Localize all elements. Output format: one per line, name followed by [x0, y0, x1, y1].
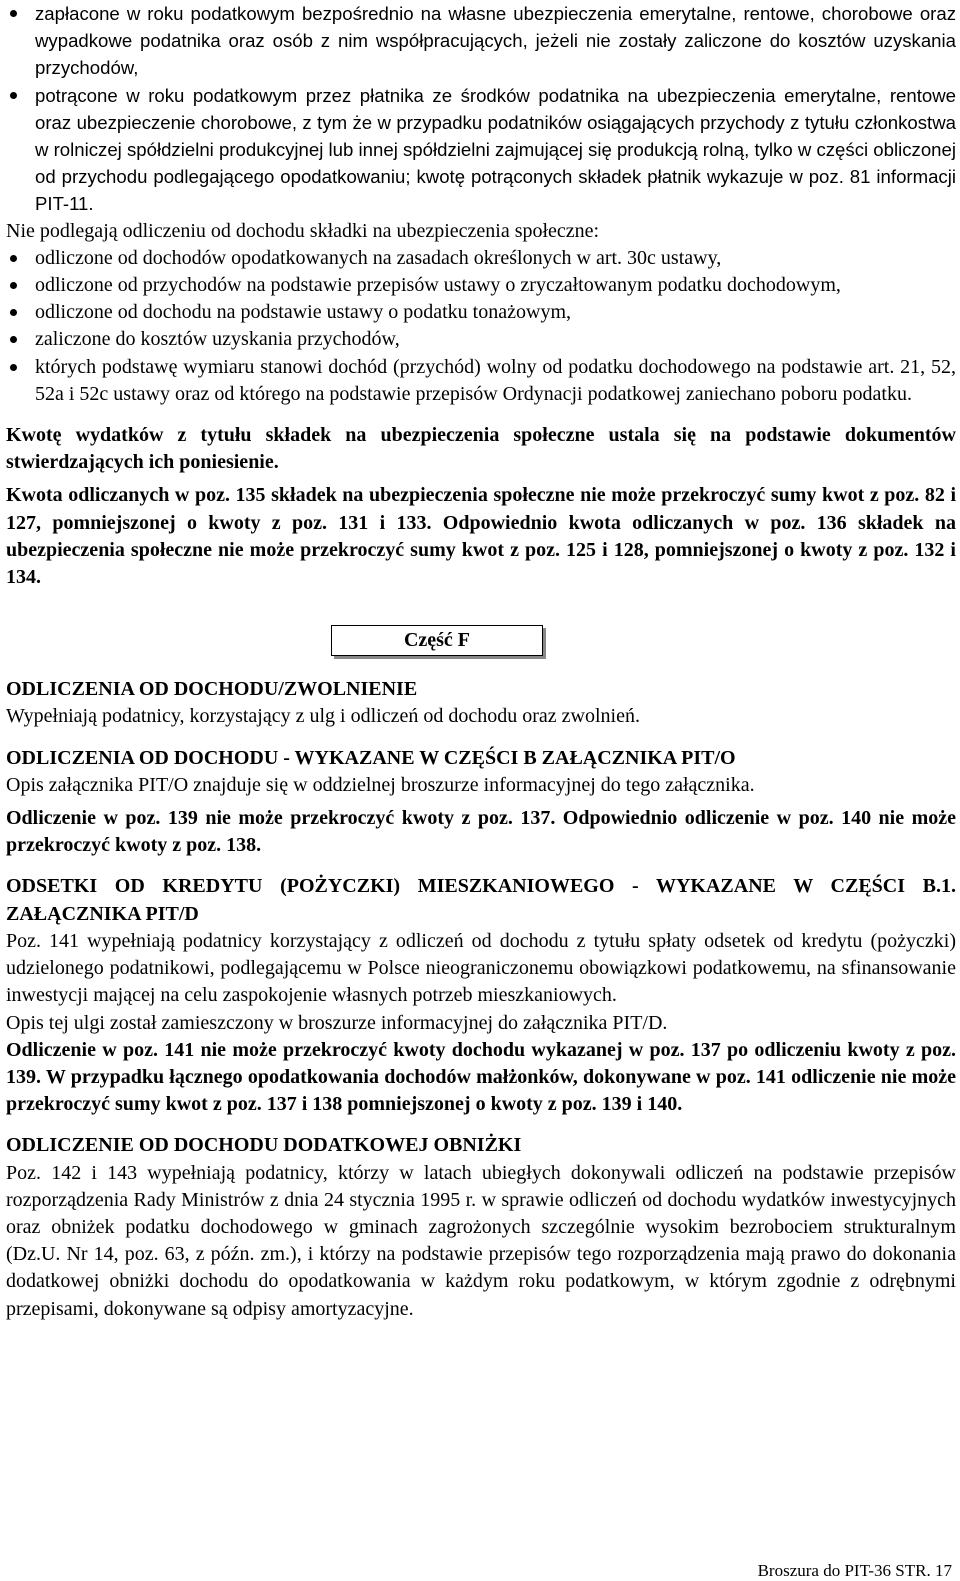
contribution-list: [6, 0, 956, 218]
section-bold-note: Odliczenie w poz. 141 nie może przekroczyć kwoty dochodu wykazanej w poz. 137 po odliczeniu kwoty z poz. 139. W przypadku łącznego opodatkowania dochodów małżonków, dokonywane w poz. 141 odliczenie nie może przekroczyć sumy kwot z poz. 137 i 138 pomniejszonej o kwoty z poz. 139 i 140.: [6, 1038, 956, 1116]
list-item: [6, 354, 956, 408]
list-item-text: odliczone od dochodu na podstawie ustawy o podatku tonażowym,: [35, 301, 571, 324]
section-heading: ODSETKI OD KREDYTU (POŻYCZKI) MIESZKANIOWEGO - WYKAZANE W CZĘŚCI B.1. ZAŁĄCZNIKA PIT/D: [6, 875, 956, 925]
bullet-icon: [10, 282, 17, 289]
page-footer: Broszura do PIT-36 STR. 17: [757, 1561, 952, 1580]
bullet-icon: [10, 255, 17, 262]
bullet-icon: [10, 92, 17, 99]
section-f-label: Część F: [331, 625, 543, 656]
list-item-text: zapłacone w roku podatkowym bezpośrednio na własne ubezpieczenia emerytalne, rentowe, chorobowe oraz wypadkowe podatnika oraz osób z nim współpracujących, jeżeli nie zostały zaliczone do kosztów uzyskania przychodów,: [35, 3, 956, 79]
list-item: [6, 272, 956, 299]
list-item-text: potrącone w roku podatkowym przez płatnika ze środków podatnika na ubezpieczenia emerytalne, rentowe oraz ubezpieczenie chorobowe, z tym że w przypadku podatników osiągających przychody z tytułu członkostwa w rolniczej spółdzielni produkcyjnej lub innej spółdzielni zajmującej się produkcją rolną, tylko w części obliczonej od przychodu podlegającego opodatkowaniu; kwotę potrąconych składek płatnik wykazuje w poz. 81 informacji PIT-11.: [35, 84, 956, 215]
section-paragraph: Opis załącznika PIT/O znajduje się w oddzielnej broszurze informacyjnej do tego załącznika.: [6, 773, 755, 796]
bullet-icon: [10, 10, 17, 17]
section-paragraph: Poz. 141 wypełniają podatnicy korzystający z odliczeń od dochodu z tytułu spłaty odsetek od kredytu (pożyczki) udzielonego podatnikowi, podlegającemu w Polsce nieograniczonemu obowiązkowi podatkowemu, na sfinansowanie inwestycji mającej na celu zaspokojenie własnych potrzeb mieszkaniowych.: [6, 929, 956, 1007]
section-paragraph: Opis tej ulgi został zamieszczony w broszurze informacyjnej do załącznika PIT/D.: [6, 1011, 668, 1034]
list-item: [6, 245, 956, 272]
section-heading: ODLICZENIA OD DOCHODU - WYKAZANE W CZĘŚCI B ZAŁĄCZNIKA PIT/O: [6, 746, 736, 769]
list-item: [6, 82, 956, 218]
bullet-icon: [10, 309, 17, 316]
list-item-text: zaliczone do kosztów uzyskania przychodów,: [35, 328, 400, 351]
expense-basis-note: Kwotę wydatków z tytułu składek na ubezpieczenia społeczne ustala się na podstawie dokumentów stwierdzających ich poniesienie.: [6, 424, 956, 474]
not-deductible-list: [6, 245, 956, 408]
section-paragraph: Poz. 142 i 143 wypełniają podatnicy, którzy w latach ubiegłych dokonywali odliczeń na podstawie przepisów rozporządzenia Rady Ministrów z dnia 24 stycznia 1995 r. w sprawie odliczeń od dochodu wydatków inwestycyjnych oraz obniżek podatku dochodowego w gminach zagrożonych szczególnie wysokim bezrobociem strukturalnym (Dz.U. Nr 14, poz. 63, z późn. zm.), i którzy na podstawie przepisów tego rozporządzenia mają prawo do dokonania dodatkowej obniżki dochodu do opodatkowania w każdym roku podatkowym, w którym zgodnie z odrębnymi przepisami, dokonywane są odpisy amortyzacyjne.: [6, 1161, 956, 1320]
section-heading: ODLICZENIA OD DOCHODU/ZWOLNIENIE: [6, 678, 418, 701]
list-item: [6, 0, 956, 82]
deduction-limit-note: Kwota odliczanych w poz. 135 składek na ubezpieczenia społeczne nie może przekroczyć sumy kwot z poz. 82 i 127, pomniejszonej o kwoty z poz. 131 i 133. Odpowiednio kwota odliczanych w poz. 136 składek na ubezpieczenia społeczne nie może przekroczyć sumy kwot z poz. 125 i 128, pomniejszonej o kwoty z poz. 132 i 134.: [6, 484, 956, 589]
list-item: [6, 299, 956, 326]
section-paragraph: Wypełniają podatnicy, korzystający z ulg i odliczeń od dochodu oraz zwolnień.: [6, 705, 640, 728]
list-item-text: których podstawę wymiaru stanowi dochód (przychód) wolny od podatku dochodowego na podstawie art. 21, 52, 52a i 52c ustawy oraz od którego na podstawie przepisów Ordynacji podatkowej zaniechano poboru podatku.: [35, 355, 956, 405]
bullet-icon: [10, 364, 17, 371]
section-bold-note: Odliczenie w poz. 139 nie może przekroczyć kwoty z poz. 137. Odpowiednio odliczenie w poz. 140 nie może przekroczyć kwoty z poz. 138.: [6, 807, 956, 857]
bullet-icon: [10, 336, 17, 343]
list-item-text: odliczone od dochodów opodatkowanych na zasadach określonych w art. 30c ustawy,: [35, 246, 722, 269]
section-heading: ODLICZENIE OD DOCHODU DODATKOWEJ OBNIŻKI: [6, 1134, 522, 1157]
list-item: [6, 326, 956, 353]
document-body: [6, 0, 956, 1323]
list-item-text: odliczone od przychodów na podstawie przepisów ustawy o zryczałtowanym podatku dochodowym,: [35, 274, 841, 297]
not-deductible-intro: Nie podlegają odliczeniu od dochodu składki na ubezpieczenia społeczne:: [6, 219, 600, 242]
